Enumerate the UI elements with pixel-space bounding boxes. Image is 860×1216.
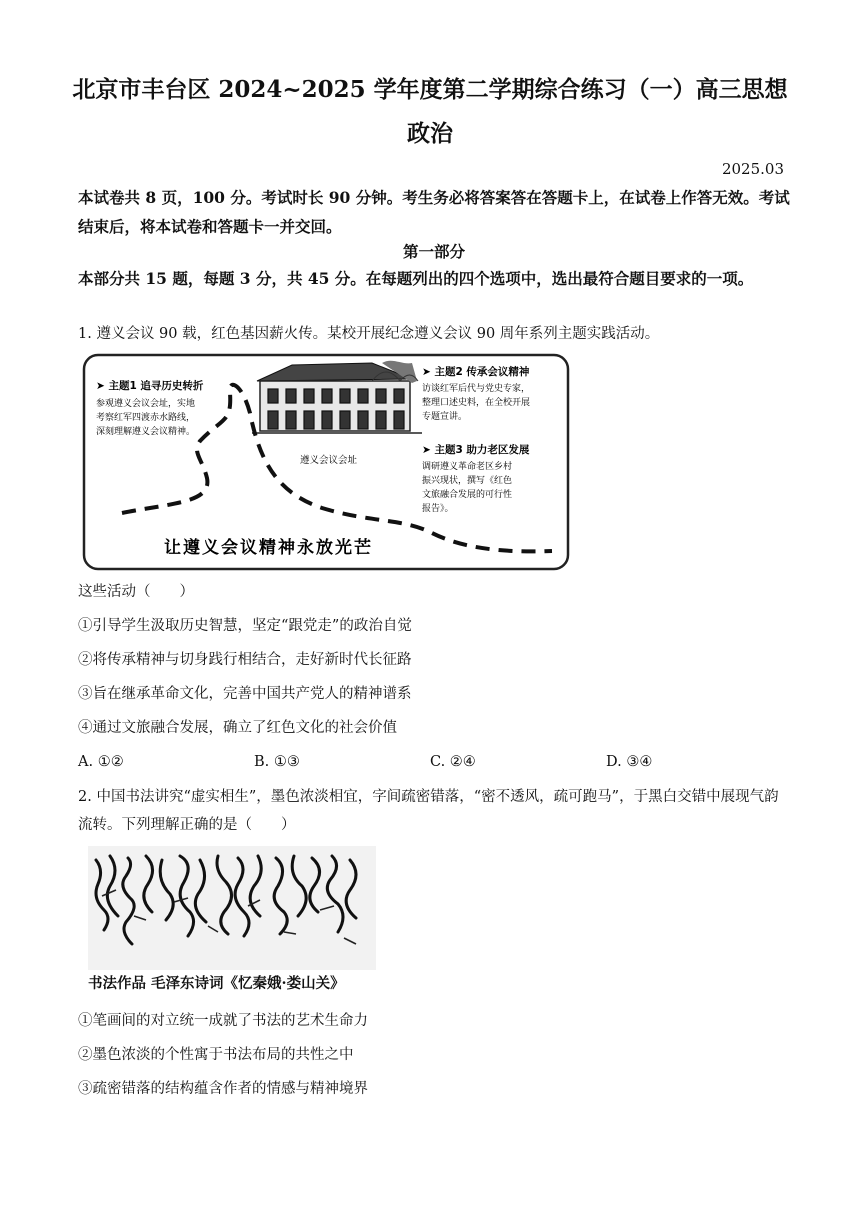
question-1-figure	[82, 353, 570, 571]
exam-date: 2025.03	[721, 160, 784, 178]
question-1-statement-3: ③旨在继承革命文化，完善中国共产党人的精神谱系	[78, 686, 412, 702]
question-2-statement-2: ②墨色浓淡的个性寓于书法布局的共性之中	[78, 1047, 354, 1063]
page-title: 北京市丰台区 2024~2025 学年度第二学期综合练习（一）高三思想政治	[72, 76, 788, 147]
theme-2-line-1: 访谈红军后代与党史专家，	[422, 384, 531, 394]
theme-1-title: ➤ 主题1 追寻历史转折	[96, 380, 204, 392]
theme-2-line-3: 专题宣讲。	[422, 412, 468, 422]
question-1-option-d: D. ③④	[606, 754, 653, 770]
theme-1-line-1: 参观遵义会议会址，实地	[96, 399, 196, 409]
question-2-statement-3: ③疏密错落的结构蕴含作者的情感与精神境界	[78, 1081, 368, 1097]
calligraphy-caption: 书法作品 毛泽东诗词《忆秦娥·娄山关》	[88, 975, 345, 992]
zunyi-site-illustration	[252, 361, 422, 433]
question-1-option-a: A. ①②	[78, 754, 124, 770]
question-1-statement-2: ②将传承精神与切身践行相结合，走好新时代长征路	[78, 652, 412, 668]
question-1-prompt: 这些活动（ ）	[78, 584, 194, 600]
question-1-option-b: B. ①③	[254, 754, 300, 770]
question-2-stem: 2. 中国书法讲究“虚实相生”，墨色浓淡相宜，字间疏密错落，“密不透风，疏可跑马”，于黑白交错中展现气韵流转。下列理解正确的是（ ）	[78, 789, 779, 833]
theme-2-line-2: 整理口述史料，在全校开展	[422, 398, 531, 408]
theme-1-line-2: 考察红军四渡赤水路线，	[96, 413, 196, 423]
theme-3-line-1: 调研遵义革命老区乡村	[422, 462, 513, 472]
theme-2-title: ➤ 主题2 传承会议精神	[422, 366, 530, 378]
question-1-statement-4: ④通过文旅融合发展，确立了红色文化的社会价值	[78, 720, 397, 736]
theme-3-line-2: 振兴现状，撰写《红色	[422, 476, 513, 486]
theme-3-line-4: 报告》。	[422, 504, 454, 514]
theme-3-title: ➤ 主题3 助力老区发展	[422, 444, 530, 456]
part-heading: 第一部分	[402, 242, 465, 261]
site-label: 遵义会议会址	[300, 455, 358, 466]
question-1-option-c: C. ②④	[430, 754, 476, 770]
question-1-stem: 1. 遵义会议 90 载，红色基因薪火传。某校开展纪念遵义会议 90 周年系列主题实践活动。	[78, 326, 660, 342]
question-2-statement-1: ①笔画间的对立统一成就了书法的艺术生命力	[78, 1013, 368, 1029]
part-description: 本部分共 15 题，每题 3 分，共 45 分。在每题列出的四个选项中，选出最符合题目要求的一项。	[78, 269, 754, 288]
exam-instructions: 本试卷共 8 页，100 分。考试时长 90 分钟。考生务必将答案答在答题卡上，在试卷上作答无效。考试结束后，将本试卷和答题卡一并交回。	[78, 188, 790, 236]
figure-banner: 让遵义会议精神永放光芒	[164, 538, 373, 558]
question-1-statement-1: ①引导学生汲取历史智慧，坚定“跟党走”的政治自觉	[78, 618, 412, 634]
theme-1-line-3: 深刻理解遵义会议精神。	[96, 427, 196, 437]
theme-3-line-3: 文旅融合发展的可行性	[422, 490, 513, 500]
